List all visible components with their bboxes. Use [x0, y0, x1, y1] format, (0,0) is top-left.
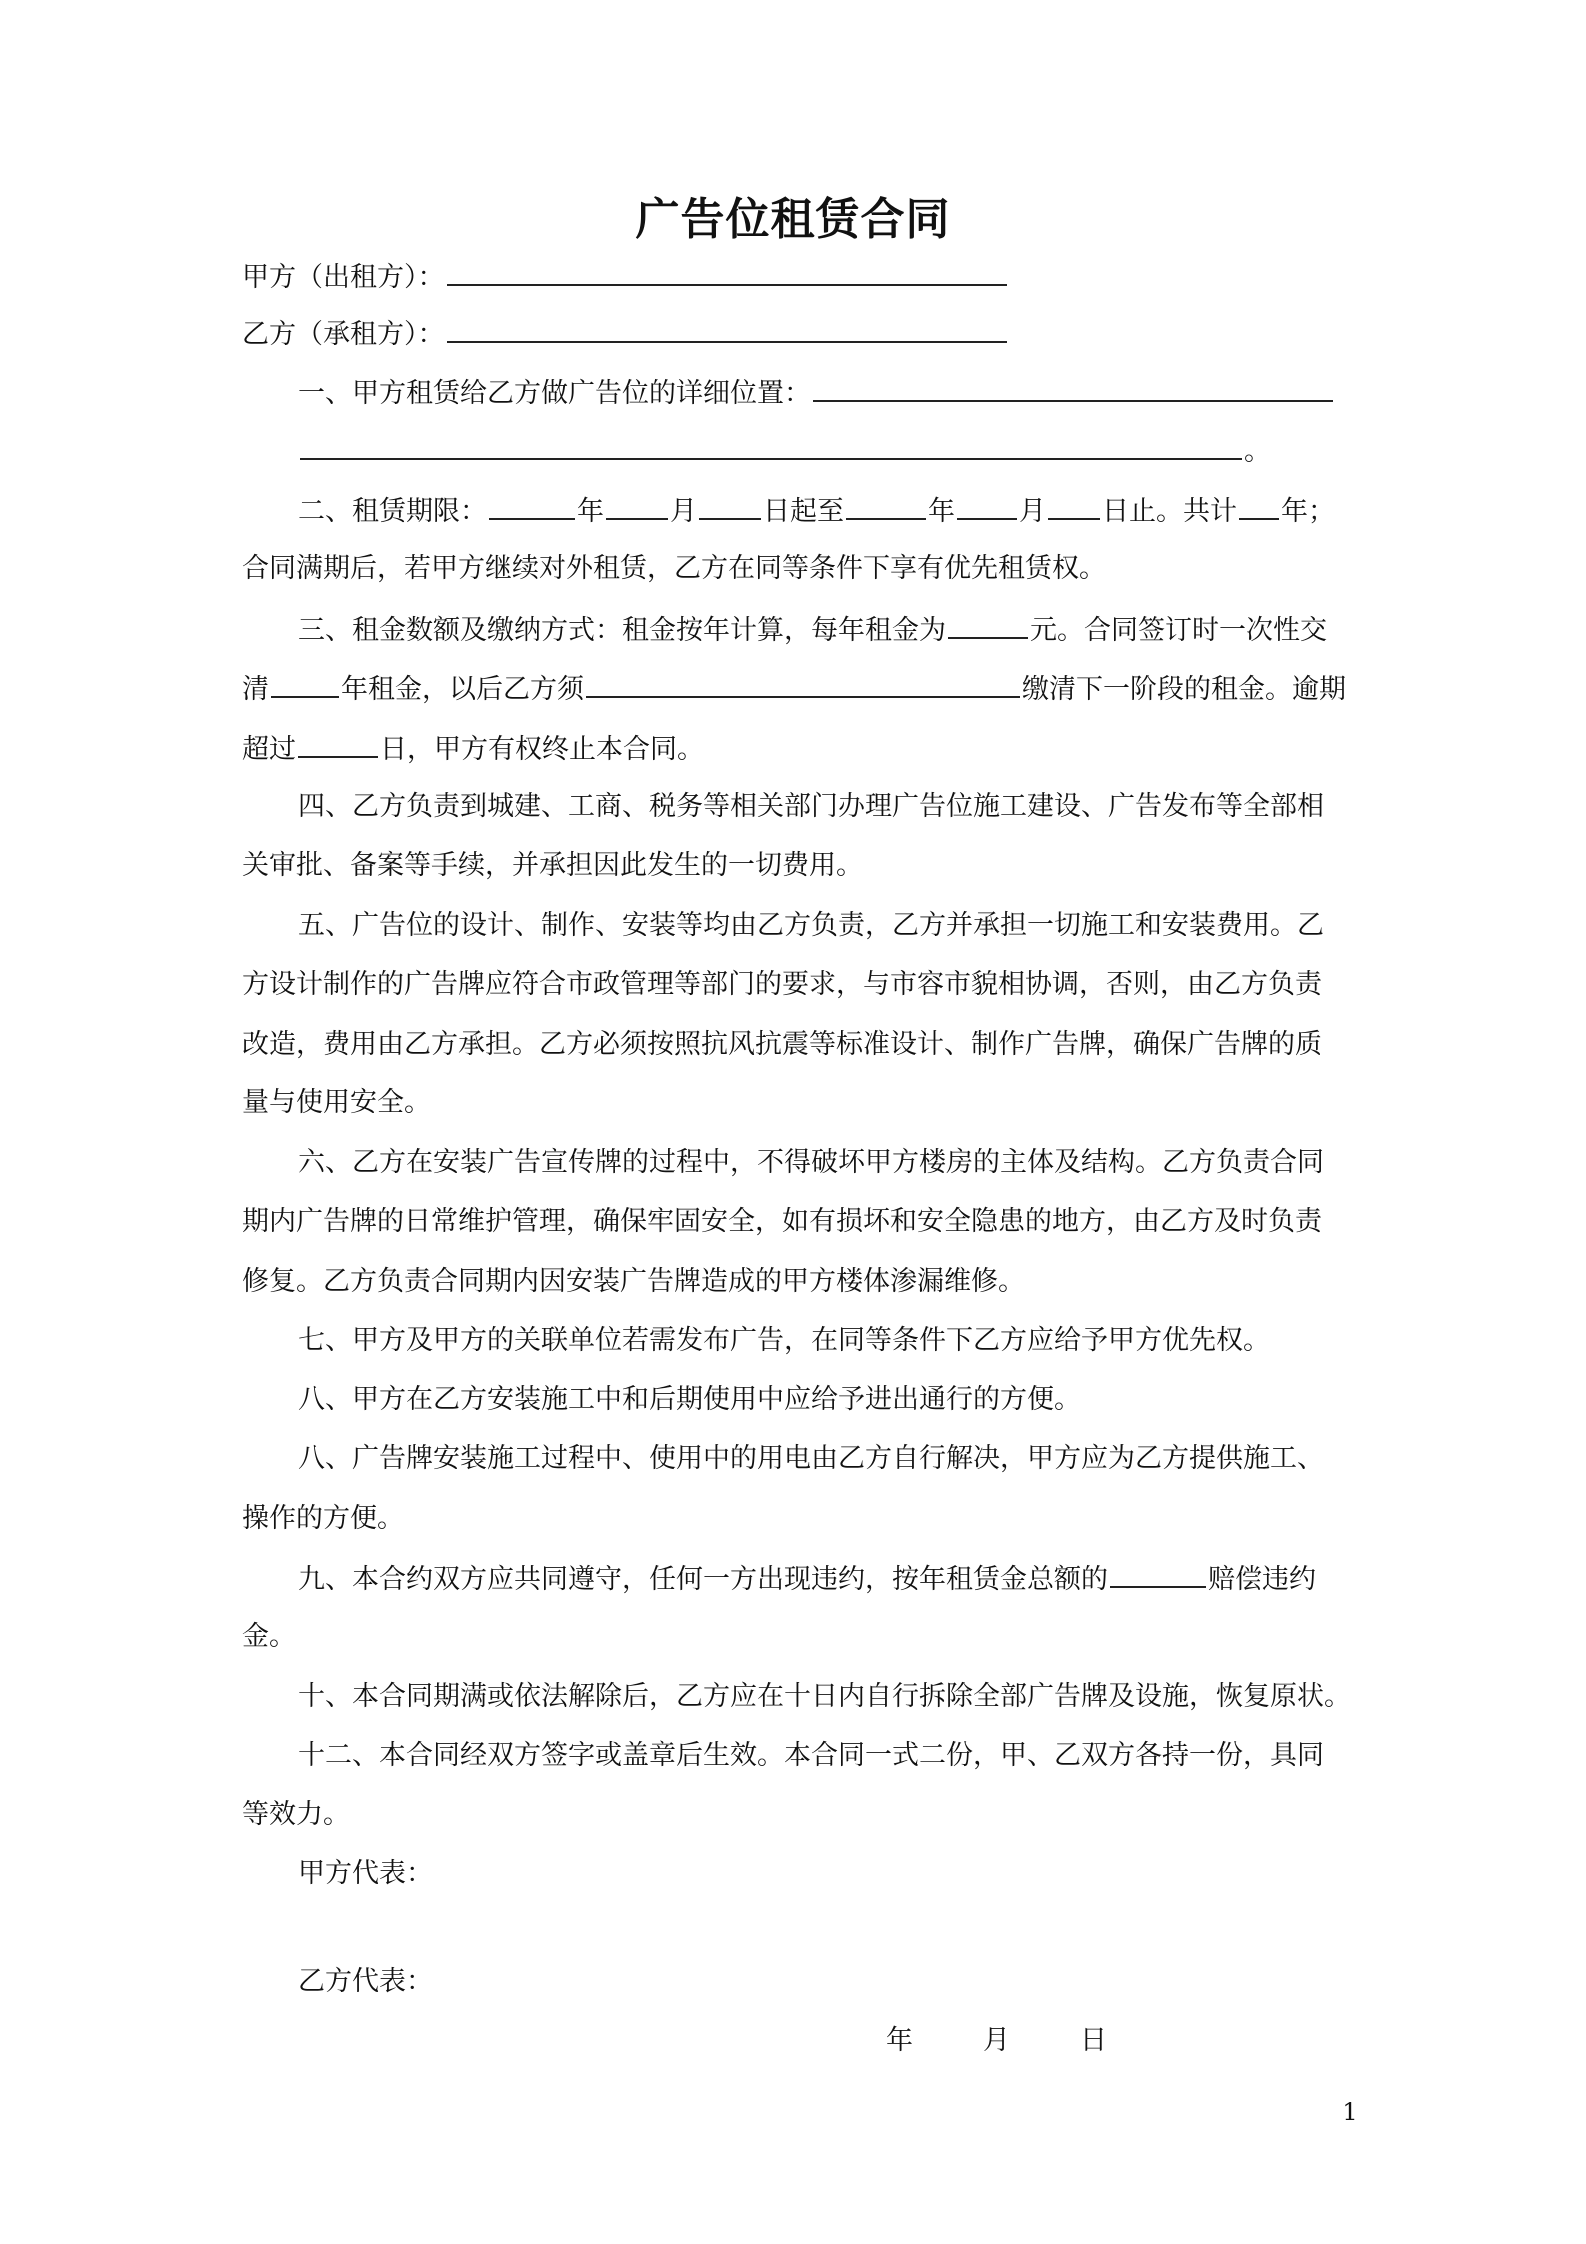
clause-10-line: 十、本合同期满或依法解除后，乙方应在十日内自行拆除全部广告牌及设施，恢复原状。 [298, 1681, 1351, 1712]
start-year-blank[interactable] [489, 490, 575, 520]
year-label: 年 [577, 496, 604, 527]
start-day-blank[interactable] [699, 490, 761, 520]
location-blank-1[interactable] [813, 372, 1333, 402]
clause-3-line-1 [242, 609, 1352, 651]
clause-4-line-2: 关审批、备案等手续，并承担因此发生的一切费用。 [242, 850, 863, 881]
clause-2-line-1 [242, 490, 1352, 532]
signing-date [886, 2021, 1107, 2061]
clause-9-text-a: 九、本合约双方应共同遵守，任何一方出现违约，按年租赁金总额的 [298, 1564, 1108, 1595]
party-b-blank[interactable] [447, 313, 1007, 343]
clause-9-line-2: 金。 [242, 1621, 296, 1652]
clause-7-line: 七、甲方及甲方的关联单位若需发布广告，在同等条件下乙方应给予甲方优先权。 [298, 1325, 1270, 1356]
clause-8b-line-2: 操作的方便。 [242, 1503, 404, 1534]
location-blank-2[interactable] [300, 430, 1242, 460]
party-a-label: 甲方（出租方）： [242, 262, 445, 293]
year-label: 年 [928, 496, 955, 527]
date-day-label: 日 [1080, 2025, 1107, 2056]
clause-3-line-3 [242, 728, 1352, 770]
clause-2-line-2: 合同满期后，若甲方继续对外租赁，乙方在同等条件下享有优先租赁权。 [242, 553, 1106, 584]
end-year-blank[interactable] [846, 490, 926, 520]
clause-3-text-f: 超过 [242, 734, 296, 765]
date-month-label: 月 [983, 2025, 1010, 2056]
clause-8a-line: 八、甲方在乙方安装施工中和后期使用中应给予进出通行的方便。 [298, 1384, 1081, 1415]
party-b-label: 乙方（承租方）： [242, 319, 445, 350]
years-end-label: 年； [1281, 496, 1335, 527]
overdue-days-blank[interactable] [298, 728, 378, 758]
clause-8b-line-1: 八、广告牌安装施工过程中、使用中的用电由乙方自行解决，甲方应为乙方提供施工、 [298, 1443, 1324, 1474]
annual-rent-blank[interactable] [948, 609, 1028, 639]
clause-3-text-d: 年租金，以后乙方须 [341, 674, 584, 705]
clause-3-text-g: 日，甲方有权终止本合同。 [380, 734, 704, 765]
clause-3-text-b: 元。合同签订时一次性交 [1030, 615, 1327, 646]
party-b-signature-label: 乙方代表： [298, 1966, 433, 1997]
party-a-signature-label: 甲方代表： [298, 1858, 433, 1889]
clause-1-line-2 [242, 430, 1352, 472]
total-years-blank[interactable] [1239, 490, 1279, 520]
clause-6-line-1: 六、乙方在安装广告宣传牌的过程中，不得破坏甲方楼房的主体及结构。乙方负责合同 [298, 1147, 1324, 1178]
penalty-rate-blank[interactable] [1110, 1558, 1206, 1588]
page-title: 广告位租赁合同 [635, 194, 951, 245]
month-label: 月 [1019, 496, 1046, 527]
party-a-line [242, 256, 1352, 298]
prepaid-years-blank[interactable] [271, 668, 339, 698]
day-to-label: 日起至 [763, 496, 844, 527]
clause-5-line-3: 改造，费用由乙方承担。乙方必须按照抗风抗震等标准设计、制作广告牌，确保广告牌的质 [242, 1029, 1322, 1060]
clause-9-line-1 [242, 1558, 1352, 1600]
page-number: 1 [1342, 2098, 1358, 2126]
date-year-label: 年 [886, 2025, 913, 2056]
clause-6-line-2: 期内广告牌的日常维护管理，确保牢固安全，如有损坏和安全隐患的地方，由乙方及时负责 [242, 1206, 1322, 1237]
party-a-blank[interactable] [447, 256, 1007, 286]
payment-term-blank[interactable] [586, 668, 1020, 698]
clause-6-line-3: 修复。乙方负责合同期内因安装广告牌造成的甲方楼体渗漏维修。 [242, 1266, 1025, 1297]
clause-2-prefix: 二、租赁期限： [298, 496, 487, 527]
end-day-blank[interactable] [1048, 490, 1100, 520]
clause-3-text-e: 缴清下一阶段的租金。逾期 [1022, 674, 1346, 705]
clause-3-text-a: 三、租金数额及缴纳方式：租金按年计算，每年租金为 [298, 615, 946, 646]
clause-3-line-2 [242, 668, 1352, 710]
month-label: 月 [670, 496, 697, 527]
clause-5-line-4: 量与使用安全。 [242, 1087, 431, 1118]
start-month-blank[interactable] [606, 490, 668, 520]
clause-9-text-b: 赔偿违约 [1208, 1564, 1316, 1595]
clause-1-line-1 [242, 372, 1352, 414]
clause-1-text: 一、甲方租赁给乙方做广告位的详细位置： [298, 378, 811, 409]
clause-5-line-1: 五、广告位的设计、制作、安装等均由乙方负责，乙方并承担一切施工和安装费用。乙 [298, 910, 1324, 941]
end-month-blank[interactable] [957, 490, 1017, 520]
clause-1-end: 。 [1244, 436, 1271, 467]
clause-4-line-1: 四、乙方负责到城建、工商、税务等相关部门办理广告位施工建设、广告发布等全部相 [298, 791, 1324, 822]
clause-12-line-2: 等效力。 [242, 1799, 350, 1830]
clause-3-text-c: 清 [242, 674, 269, 705]
total-label: 日止。共计 [1102, 496, 1237, 527]
party-b-line [242, 313, 1352, 355]
clause-12-line-1: 十二、本合同经双方签字或盖章后生效。本合同一式二份，甲、乙双方各持一份，具同 [298, 1740, 1324, 1771]
clause-5-line-2: 方设计制作的广告牌应符合市政管理等部门的要求，与市容市貌相协调，否则，由乙方负责 [242, 969, 1322, 1000]
